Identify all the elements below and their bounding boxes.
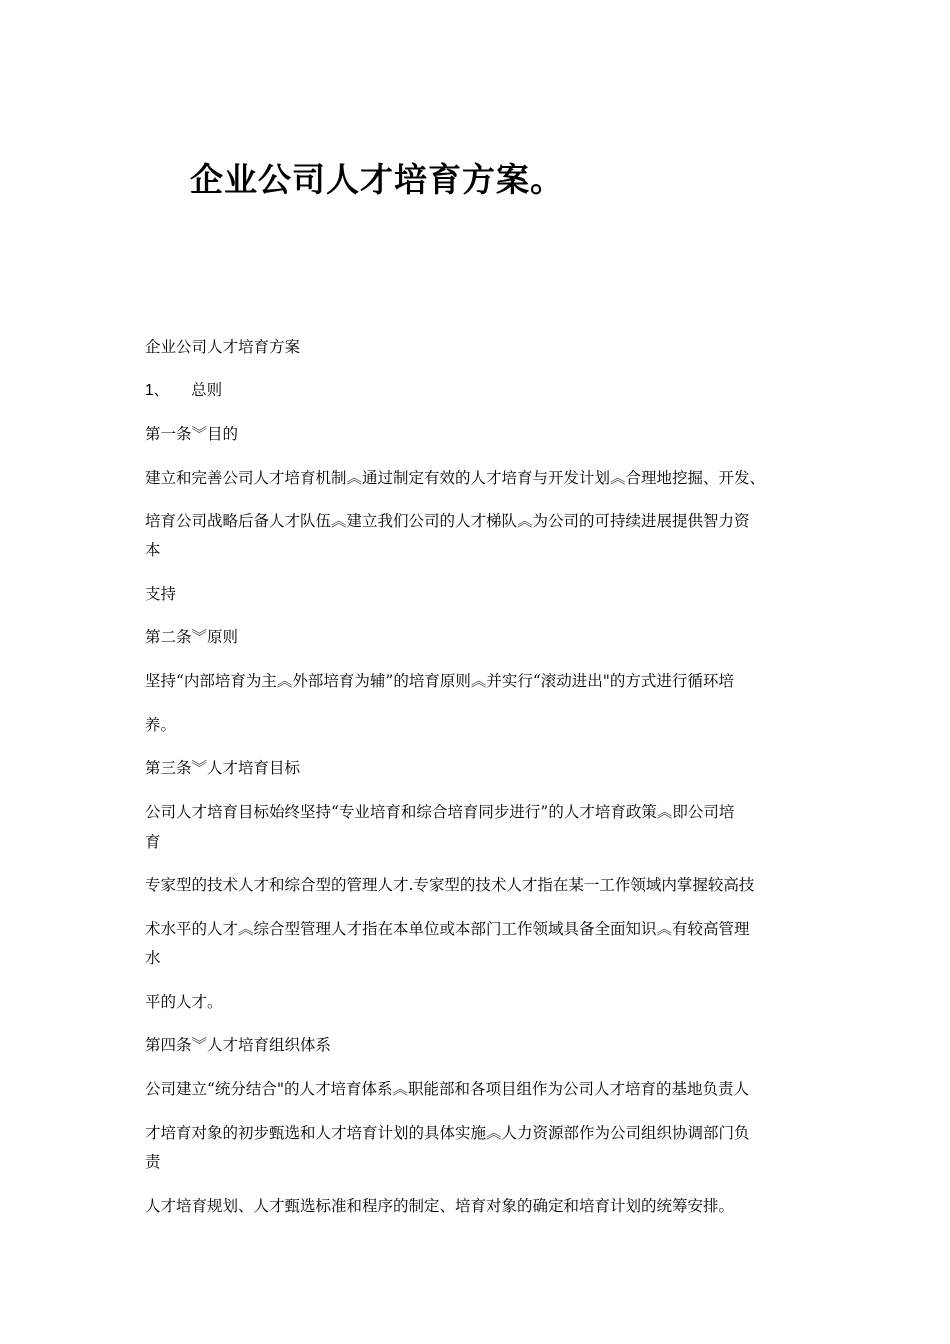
- paragraph-line: 专家型的技术人才和综合型的管理人才.专家型的技术人才指在某一工作领域内掌握较高技: [145, 876, 755, 894]
- paragraph-line: 公司建立“统分结合"的人才培育体系︽职能部和各项目组作为公司人才培育的基地负责人: [145, 1080, 750, 1098]
- paragraph-line: 公司人才培育目标始终坚持“专业培育和综合培育同步进行”的人才培育政策︽即公司培: [145, 803, 735, 821]
- paragraph-line: 坚持“内部培育为主︽外部培育为辅”的培育原则︽并实行“滚动进出"的方式进行循环培: [145, 672, 734, 690]
- paragraph-line: 第二条︾原则: [145, 628, 239, 646]
- paragraph-line: 养。: [145, 716, 177, 734]
- paragraph-line: 培育公司战略后备人才队伍︽建立我们公司的人才梯队︽为公司的可持续进展提供智力资: [145, 512, 750, 530]
- paragraph-line: 才培育对象的初步甄选和人才培育计划的具体实施︽人力资源部作为公司组织协调部门负: [145, 1124, 750, 1142]
- paragraph-line: 支持: [145, 585, 177, 603]
- paragraph-line: 第三条︾人才培育目标: [145, 759, 301, 777]
- paragraph-line: 建立和完善公司人才培育机制︽通过制定有效的人才培育与开发计划︽合理地挖掘、开发、: [145, 469, 766, 487]
- document-subtitle: 企业公司人才培育方案: [145, 338, 301, 356]
- paragraph-line: 本: [145, 541, 161, 559]
- paragraph-line: 第一条︾目的: [145, 425, 239, 443]
- paragraph-line: 育: [145, 833, 161, 851]
- paragraph-line: 水: [145, 949, 161, 967]
- section-label: 总则: [191, 381, 223, 399]
- paragraph-line: 人才培育规划、人才甄选标准和程序的制定、培育对象的确定和培育计划的统筹安排。: [145, 1197, 735, 1215]
- paragraph-line: 平的人才。: [145, 993, 223, 1011]
- paragraph-line: 责: [145, 1153, 161, 1171]
- section-number: 1、: [145, 382, 170, 399]
- section-heading: [145, 379, 222, 402]
- paragraph-line: 第四条︾人才培育组织体系: [145, 1036, 332, 1054]
- paragraph-line: 术水平的人才︽综合型管理人才指在本单位或本部门工作领域具备全面知识︽有较高管理: [145, 920, 750, 938]
- document-title: 企业公司人才培育方案。: [190, 160, 564, 199]
